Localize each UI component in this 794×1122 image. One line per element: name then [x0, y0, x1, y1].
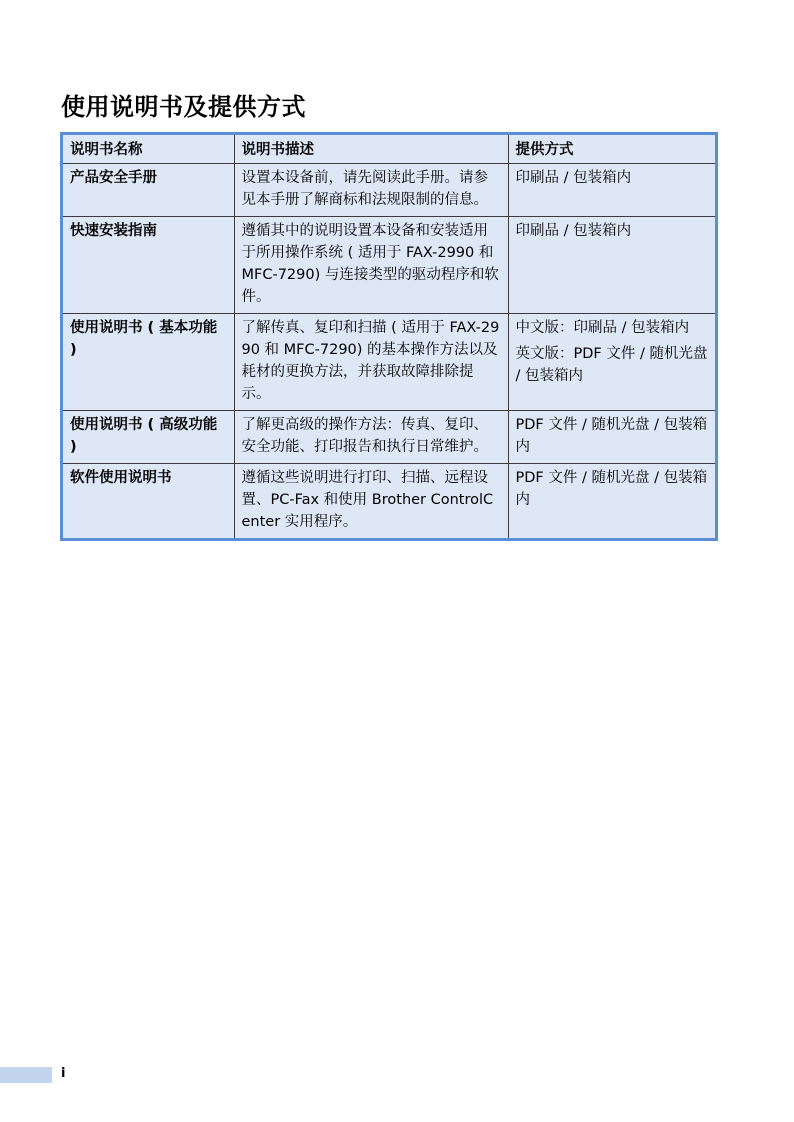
header-manual-description: 说明书描述: [234, 135, 508, 164]
page-number: i: [61, 1066, 66, 1081]
delivery-method-text: PDF 文件 / 随机光盘 / 包装箱内: [515, 417, 708, 455]
delivery-method-text: 印刷品 / 包装箱内: [515, 170, 632, 186]
header-delivery-method: 提供方式: [508, 135, 715, 164]
manuals-table: [63, 135, 715, 538]
page-number-tab: [0, 1067, 52, 1083]
manual-name-cell: 产品安全手册: [63, 164, 234, 217]
manual-description-cell: 遵循其中的说明设置本设备和安装适用于所用操作系统 ( 适用于 FAX-2990 和 MFC-7290) 与连接类型的驱动程序和软件。: [234, 217, 508, 314]
delivery-method-cell: [508, 314, 715, 411]
manual-description-cell: 遵循这些说明进行打印、扫描、远程设置、PC-Fax 和使用 Brother ControlCenter 实用程序。: [234, 464, 508, 539]
delivery-method-cell: [508, 164, 715, 217]
manual-name-cell: 使用说明书 ( 高级功能 ): [63, 411, 234, 464]
manual-description-cell: 设置本设备前，请先阅读此手册。请参见本手册了解商标和法规限制的信息。: [234, 164, 508, 217]
table-row: [63, 464, 715, 539]
table-row: [63, 217, 715, 314]
delivery-method-cell: [508, 411, 715, 464]
manual-name-cell: 软件使用说明书: [63, 464, 234, 539]
page-title: 使用说明书及提供方式: [61, 93, 306, 122]
delivery-method-cell: [508, 464, 715, 539]
manual-name-cell: 使用说明书 ( 基本功能 ): [63, 314, 234, 411]
header-manual-name: 说明书名称: [63, 135, 234, 164]
manual-name-cell: 快速安装指南: [63, 217, 234, 314]
delivery-method-text: 英文版：PDF 文件 / 随机光盘 / 包装箱内: [515, 346, 708, 384]
table-row: [63, 314, 715, 411]
table-header-row: [63, 135, 715, 164]
manual-description-cell: 了解更高级的操作方法：传真、复印、安全功能、打印报告和执行日常维护。: [234, 411, 508, 464]
table-row: [63, 164, 715, 217]
manuals-table-container: [60, 132, 718, 541]
table-row: [63, 411, 715, 464]
delivery-method-text: 中文版：印刷品 / 包装箱内: [515, 320, 690, 336]
delivery-method-cell: [508, 217, 715, 314]
delivery-method-text: PDF 文件 / 随机光盘 / 包装箱内: [515, 470, 708, 508]
manual-description-cell: 了解传真、复印和扫描 ( 适用于 FAX-2990 和 MFC-7290) 的基本操作方法以及耗材的更换方法，并获取故障排除提示。: [234, 314, 508, 411]
delivery-method-text: 印刷品 / 包装箱内: [515, 223, 632, 239]
